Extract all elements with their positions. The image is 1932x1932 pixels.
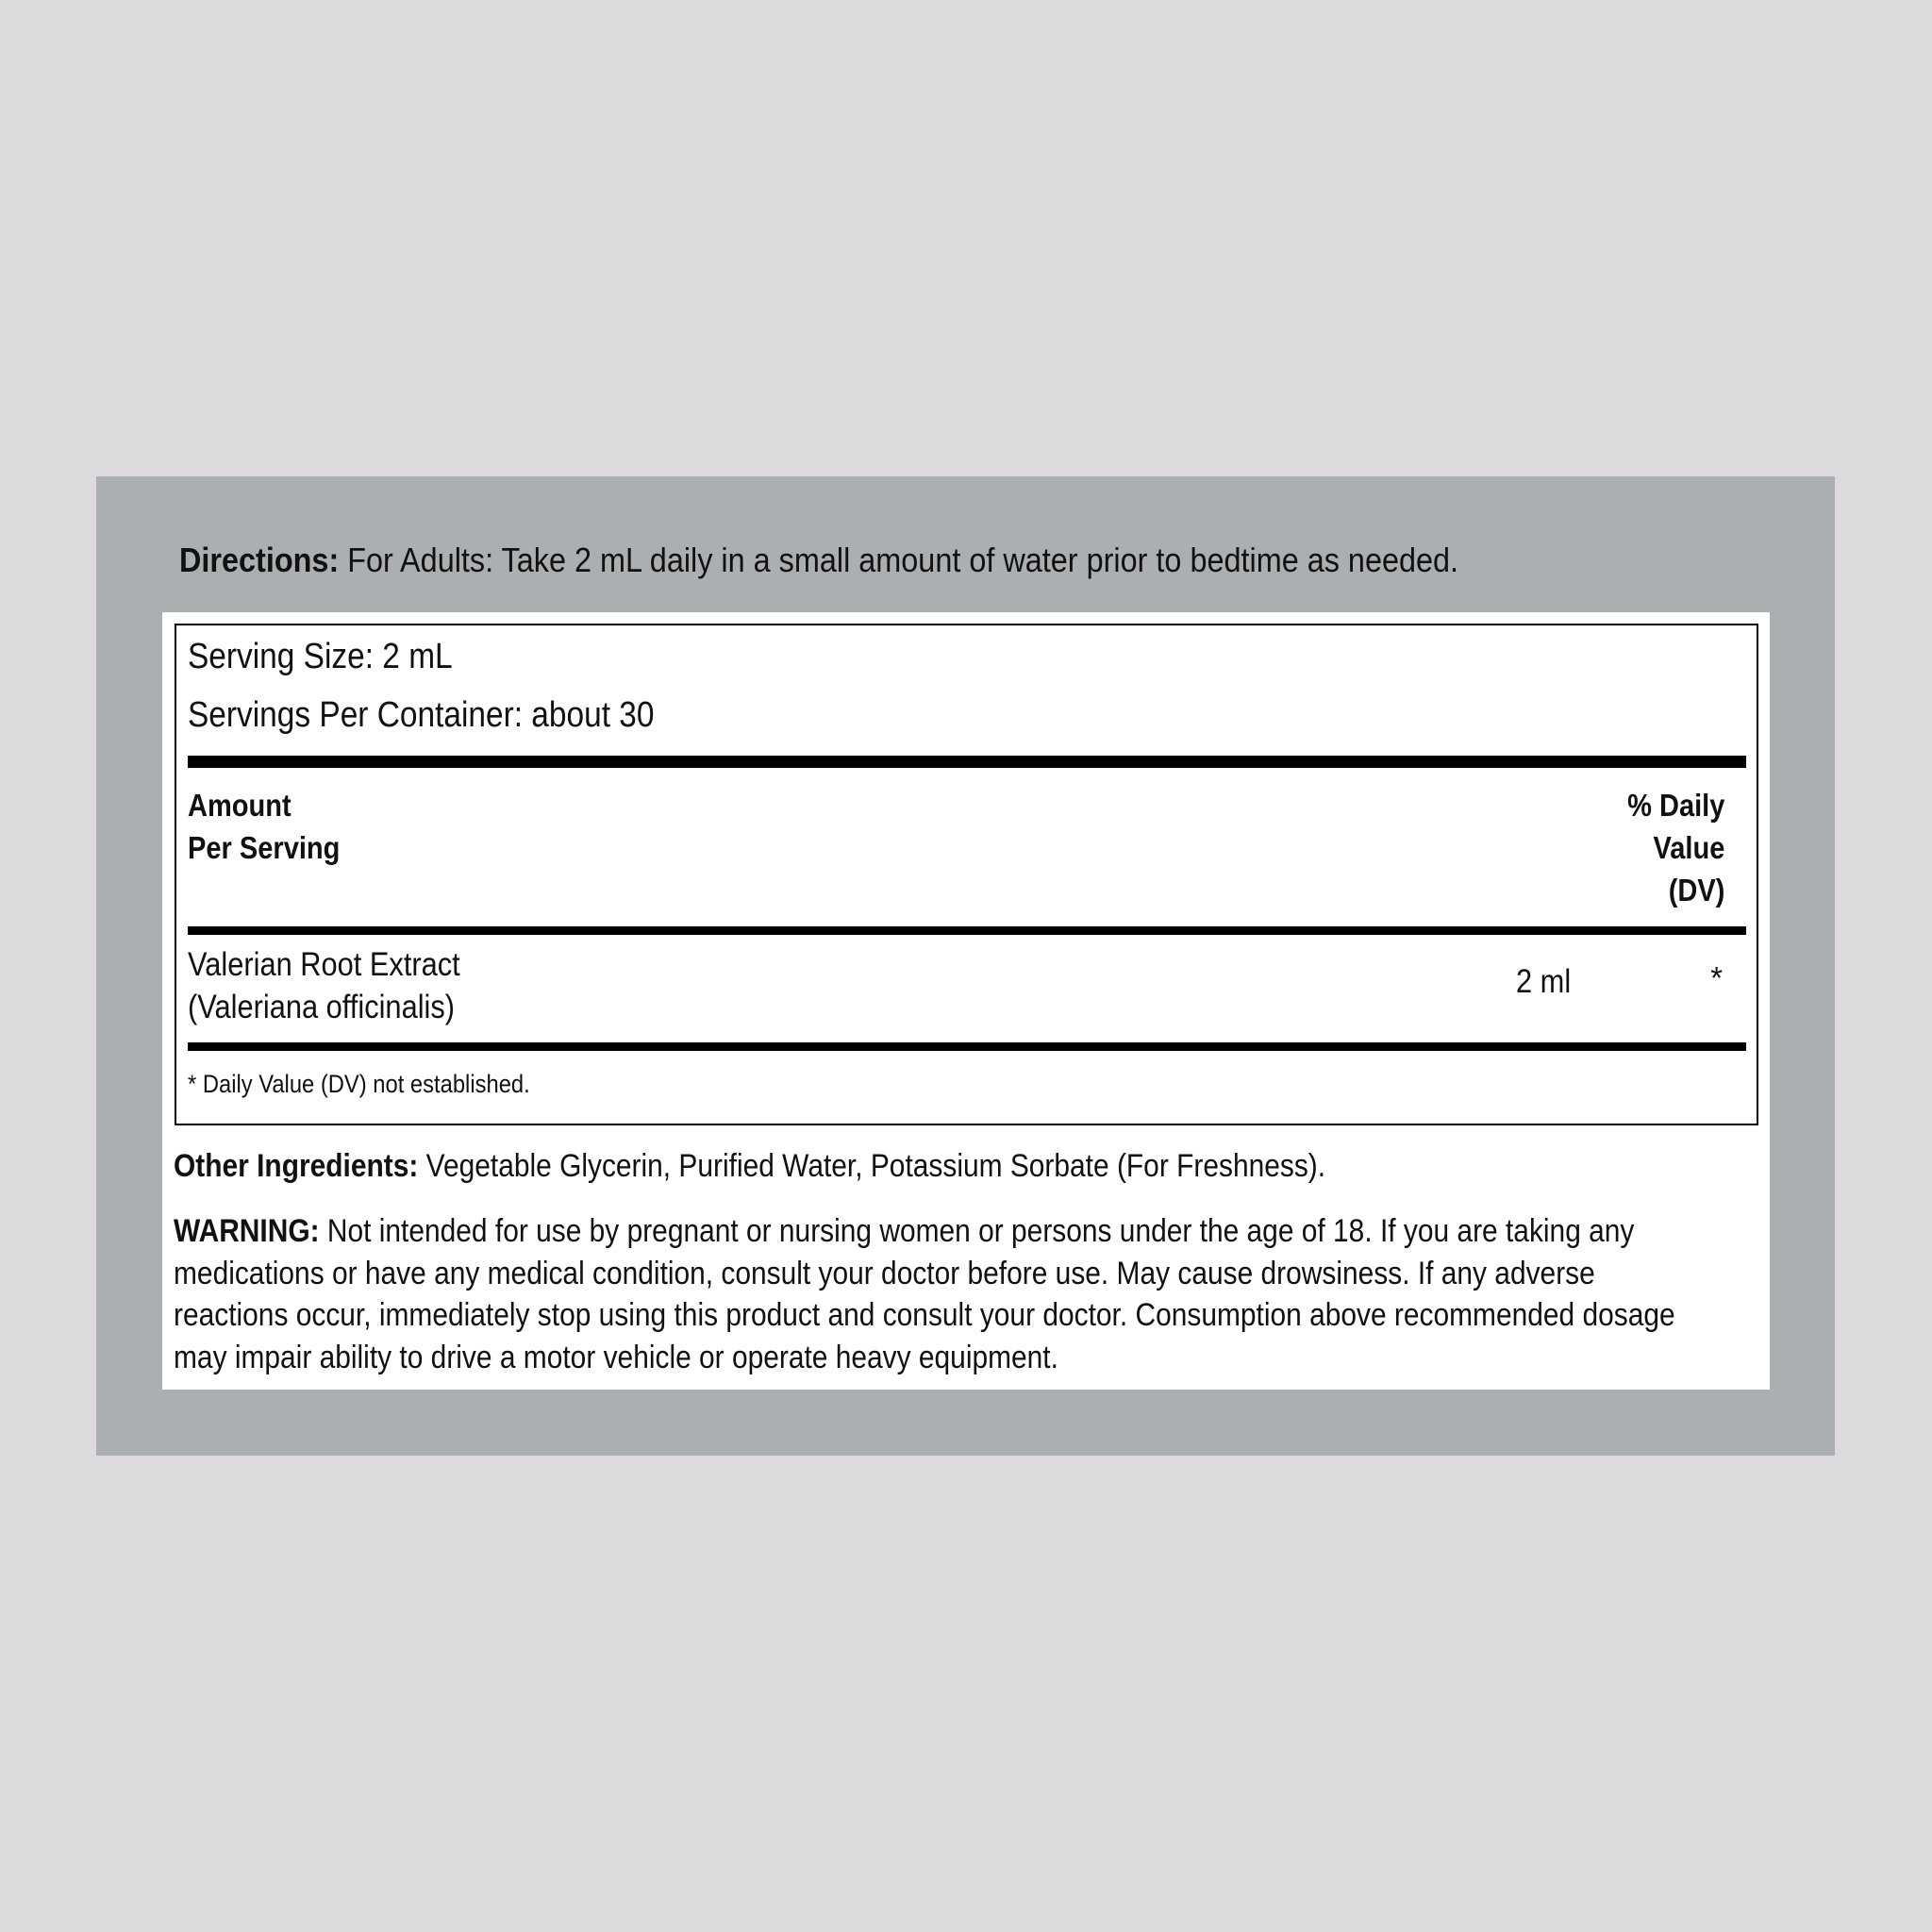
warning: [174, 1210, 1758, 1378]
amount-header-line-2: Per Serving: [188, 830, 341, 865]
nutrient-name: Valerian Root Extract: [188, 946, 460, 983]
amount-per-serving-header: [188, 784, 340, 869]
dv-header-line-1: % Daily: [1626, 788, 1724, 823]
divider-medium-bottom: [188, 1042, 1746, 1051]
directions-text: For Adults: Take 2 mL daily in a small amount of water prior to bedtime as needed.: [339, 541, 1459, 579]
warning-label: WARNING:: [174, 1213, 320, 1249]
other-ingredients-label: Other Ingredients:: [174, 1148, 419, 1184]
directions: [179, 541, 1458, 580]
nutrient-daily-value: *: [1710, 960, 1723, 995]
nutrient-amount: 2 ml: [1516, 963, 1572, 1000]
daily-value-header: [1627, 784, 1724, 911]
other-ingredients-text: Vegetable Glycerin, Purified Water, Potassium Sorbate (For Freshness).: [418, 1148, 1326, 1184]
other-ingredients: [174, 1148, 1325, 1185]
dv-header-line-2: Value: [1653, 830, 1724, 865]
warning-line-1: [174, 1210, 1635, 1253]
servings-per-container: Servings Per Container: about 30: [188, 695, 655, 735]
directions-label: Directions:: [179, 541, 340, 579]
supplement-label: [162, 612, 1770, 1390]
divider-thick: [188, 756, 1746, 768]
label-panel: [96, 476, 1835, 1456]
warning-line-2: medications or have any medical condition, consult your doctor before use. May cause drowsiness. If any adverse: [174, 1255, 1595, 1291]
divider-medium: [188, 926, 1746, 935]
dv-header-line-3: (DV): [1668, 873, 1724, 908]
daily-value-footnote: * Daily Value (DV) not established.: [188, 1070, 530, 1098]
warning-line-3: reactions occur, immediately stop using this product and consult your doctor. Consumption above recommended dosage: [174, 1297, 1675, 1333]
nutrient-latin-name: (Valeriana officinalis): [188, 989, 456, 1025]
nutrient-row: [188, 943, 460, 1028]
serving-size: Serving Size: 2 mL: [188, 637, 453, 676]
supplement-facts-box: [175, 624, 1758, 1125]
warning-line-4: may impair ability to drive a motor vehicle or operate heavy equipment.: [174, 1339, 1058, 1375]
warning-text-1: Not intended for use by pregnant or nursing women or persons under the age of 18. If you are taking any: [319, 1213, 1635, 1249]
amount-header-line-1: Amount: [188, 788, 291, 823]
